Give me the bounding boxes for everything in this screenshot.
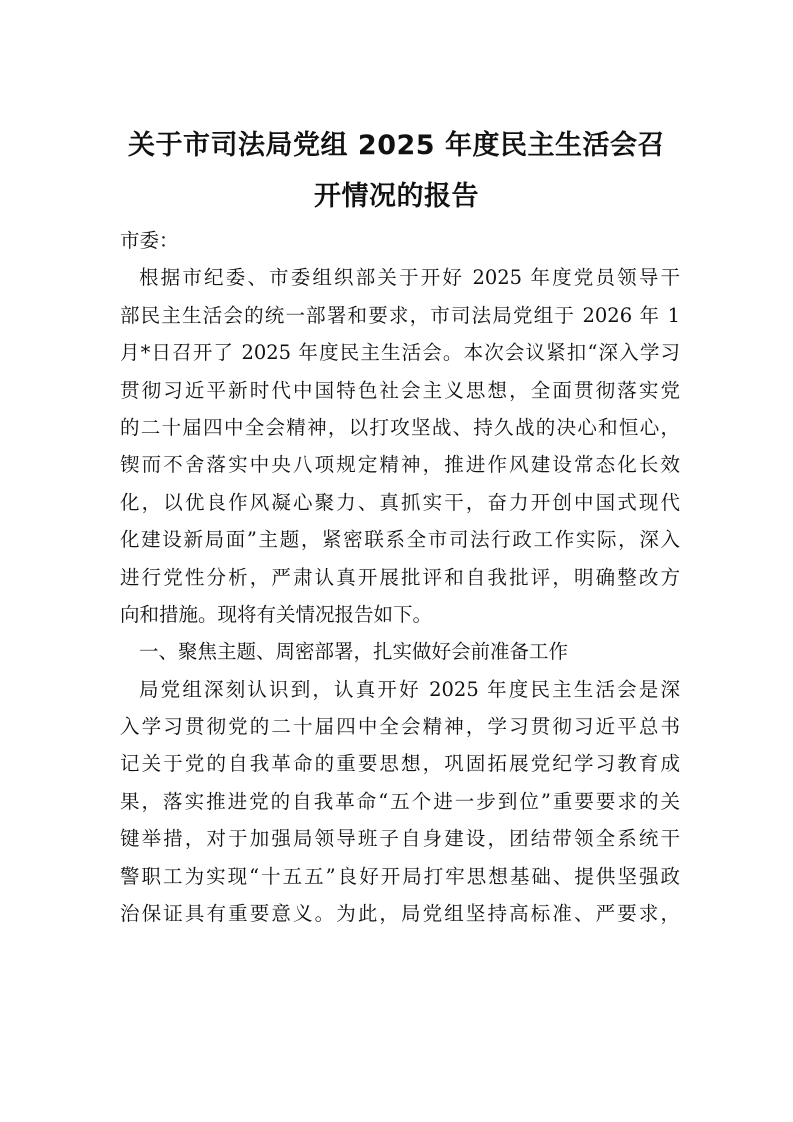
paragraph-1-line-9: 进行党性分析，严肃认真开展批评和自我批评，明确整改方 bbox=[120, 565, 680, 589]
paragraph-1-line-1: 根据市纪委、市委组织部关于开好 2025 年度党员领导干 bbox=[139, 266, 680, 290]
paragraph-2-line-2: 入学习贯彻党的二十届四中全会精神，学习贯彻习近平总书 bbox=[120, 715, 680, 739]
document-body bbox=[120, 222, 680, 932]
paragraph-1-line-6: 锲而不舍落实中央八项规定精神，推进作风建设常态化长效 bbox=[120, 453, 680, 477]
paragraph-2-line-6: 警职工为实现“十五五”良好开局打牢思想基础、提供坚强政 bbox=[120, 864, 680, 888]
paragraph-2-line-4: 果，落实推进党的自我革命“五个进一步到位”重要要求的关 bbox=[120, 789, 680, 813]
paragraph-2-line-7: 治保证具有重要意义。为此，局党组坚持高标准、严要求， bbox=[120, 902, 680, 926]
paragraph-1-line-10: 向和措施。现将有关情况报告如下。 bbox=[120, 602, 433, 626]
paragraph-1-line-4: 贯彻习近平新时代中国特色社会主义思想，全面贯彻落实党 bbox=[120, 378, 680, 402]
section-1-heading: 一、聚焦主题、周密部署，扎实做好会前准备工作 bbox=[139, 640, 569, 664]
paragraph-1-line-8: 化建设新局面”主题，紧密联系全市司法行政工作实际，深入 bbox=[120, 528, 680, 552]
paragraph-1-line-5: 的二十届四中全会精神，以打攻坚战、持久战的决心和恒心， bbox=[120, 415, 680, 439]
paragraph-2-line-3: 记关于党的自我革命的重要思想，巩固拓展党纪学习教育成 bbox=[120, 752, 680, 776]
paragraph-1-line-7: 化，以优良作风凝心聚力、真抓实干，奋力开创中国式现代 bbox=[120, 490, 680, 514]
paragraph-2-line-1: 局党组深刻认识到，认真开好 2025 年度民主生活会是深 bbox=[139, 677, 680, 701]
salutation: 市委： bbox=[120, 229, 179, 252]
paragraph-1 bbox=[120, 259, 680, 633]
document-title bbox=[100, 120, 693, 222]
title-line-2: 开情况的报告 bbox=[314, 181, 479, 212]
title-line-1: 关于市司法局党组 2025 年度民主生活会召 bbox=[128, 130, 665, 161]
paragraph-1-line-3: 月*日召开了 2025 年度民主生活会。本次会议紧扣“深入学习 bbox=[120, 341, 680, 365]
paragraph-2 bbox=[120, 671, 680, 933]
paragraph-1-line-2: 部民主生活会的统一部署和要求，市司法局党组于 2026 年 1 bbox=[120, 303, 680, 327]
paragraph-2-line-5: 键举措，对于加强局领导班子自身建设，团结带领全系统干 bbox=[120, 827, 680, 851]
